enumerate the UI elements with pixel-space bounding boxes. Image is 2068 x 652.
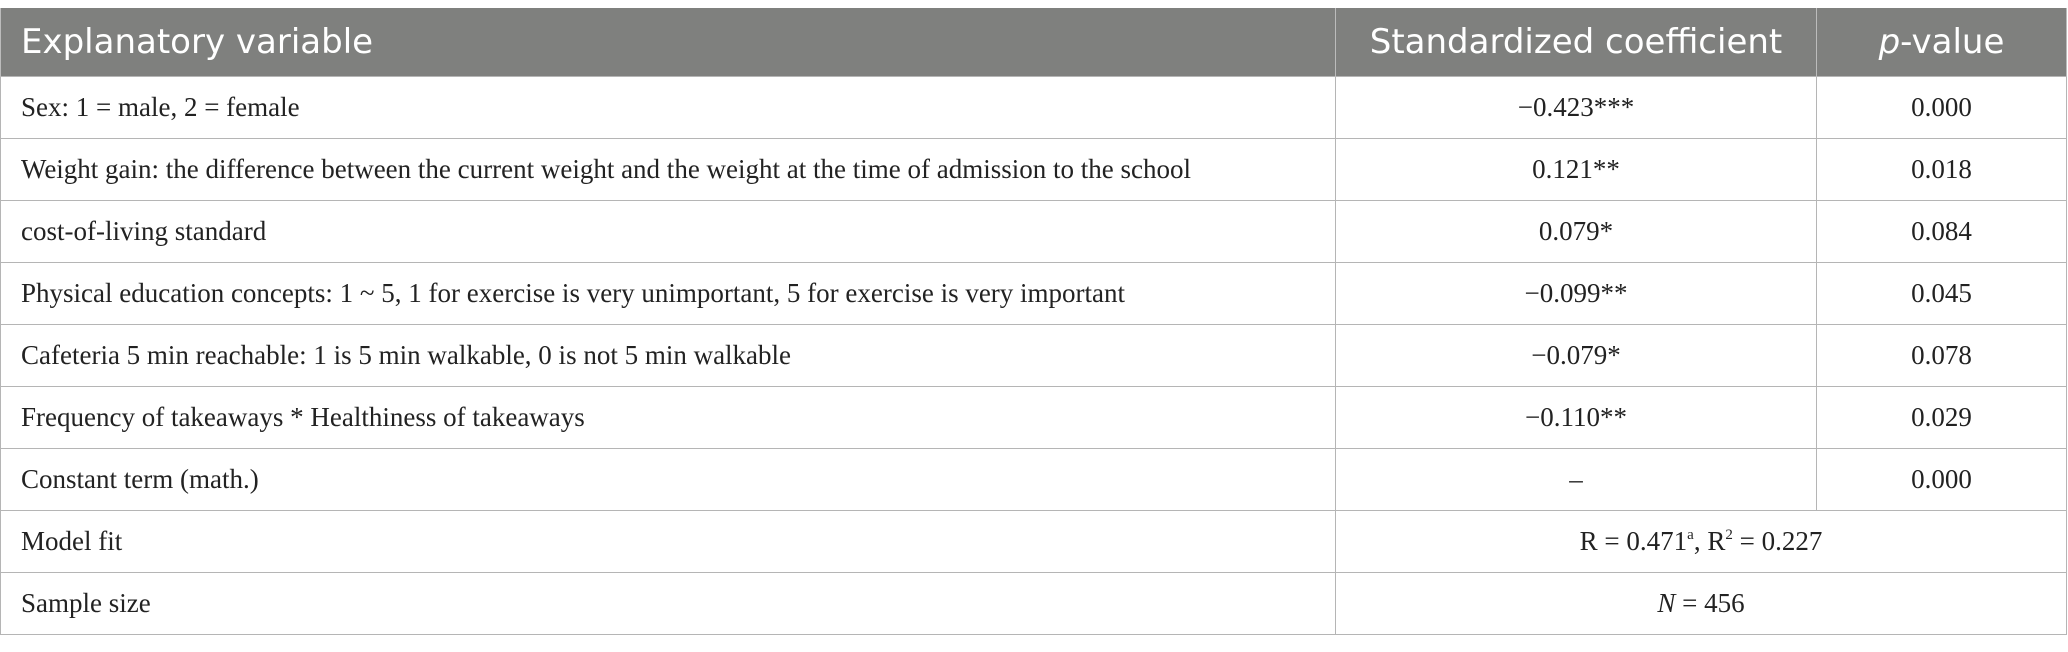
p-value-cell: 0.000 [1817, 77, 2067, 139]
r2-label: , R [1693, 526, 1726, 556]
table-row [1, 449, 2067, 511]
model-fit-row [1, 511, 2067, 573]
p-value-cell: 0.078 [1817, 325, 2067, 387]
header-p-symbol: p [1878, 22, 1901, 62]
table-row [1, 139, 2067, 201]
r2-superscript: 2 [1725, 527, 1733, 543]
n-symbol: N [1657, 588, 1676, 618]
r2-value: = 0.227 [1732, 526, 1823, 556]
p-value-cell: 0.029 [1817, 387, 2067, 449]
p-value-cell: 0.018 [1817, 139, 2067, 201]
variable-cell: Physical education concepts: 1 ~ 5, 1 for exercise is very unimportant, 5 for exercise is very important [1, 263, 1336, 325]
coefficient-cell: −0.079* [1336, 325, 1817, 387]
variable-cell: Weight gain: the difference between the current weight and the weight at the time of admission to the school [1, 139, 1336, 201]
table-row [1, 263, 2067, 325]
header-standardized-coefficient: Standardized coefficient [1336, 8, 1817, 77]
coefficient-cell: – [1336, 449, 1817, 511]
r-value: R = 0.471 [1579, 526, 1688, 556]
variable-cell: Cafeteria 5 min reachable: 1 is 5 min walkable, 0 is not 5 min walkable [1, 325, 1336, 387]
table-row [1, 77, 2067, 139]
r-superscript: a [1687, 527, 1694, 543]
variable-cell: cost-of-living standard [1, 201, 1336, 263]
table-header [1, 8, 2067, 77]
header-p-value [1817, 8, 2067, 77]
coefficient-cell: −0.099** [1336, 263, 1817, 325]
coefficient-cell: −0.110** [1336, 387, 1817, 449]
variable-cell: Sex: 1 = male, 2 = female [1, 77, 1336, 139]
sample-size-value [1336, 573, 2067, 635]
table-row [1, 387, 2067, 449]
model-fit-value [1336, 511, 2067, 573]
regression-table-container [0, 8, 2066, 635]
variable-cell: Frequency of takeaways * Healthiness of takeaways [1, 387, 1336, 449]
table-body [1, 77, 2067, 635]
variable-cell: Constant term (math.) [1, 449, 1336, 511]
table-row [1, 201, 2067, 263]
header-p-suffix: -value [1900, 22, 2005, 62]
n-value: = 456 [1675, 588, 1745, 618]
coefficient-cell: 0.079* [1336, 201, 1817, 263]
p-value-cell: 0.000 [1817, 449, 2067, 511]
sample-size-row [1, 573, 2067, 635]
header-row [1, 8, 2067, 77]
table-row [1, 325, 2067, 387]
coefficient-cell: 0.121** [1336, 139, 1817, 201]
header-explanatory-variable: Explanatory variable [1, 8, 1336, 77]
p-value-cell: 0.084 [1817, 201, 2067, 263]
sample-size-label: Sample size [1, 573, 1336, 635]
coefficient-cell: −0.423*** [1336, 77, 1817, 139]
p-value-cell: 0.045 [1817, 263, 2067, 325]
regression-table [0, 8, 2067, 635]
model-fit-label: Model fit [1, 511, 1336, 573]
